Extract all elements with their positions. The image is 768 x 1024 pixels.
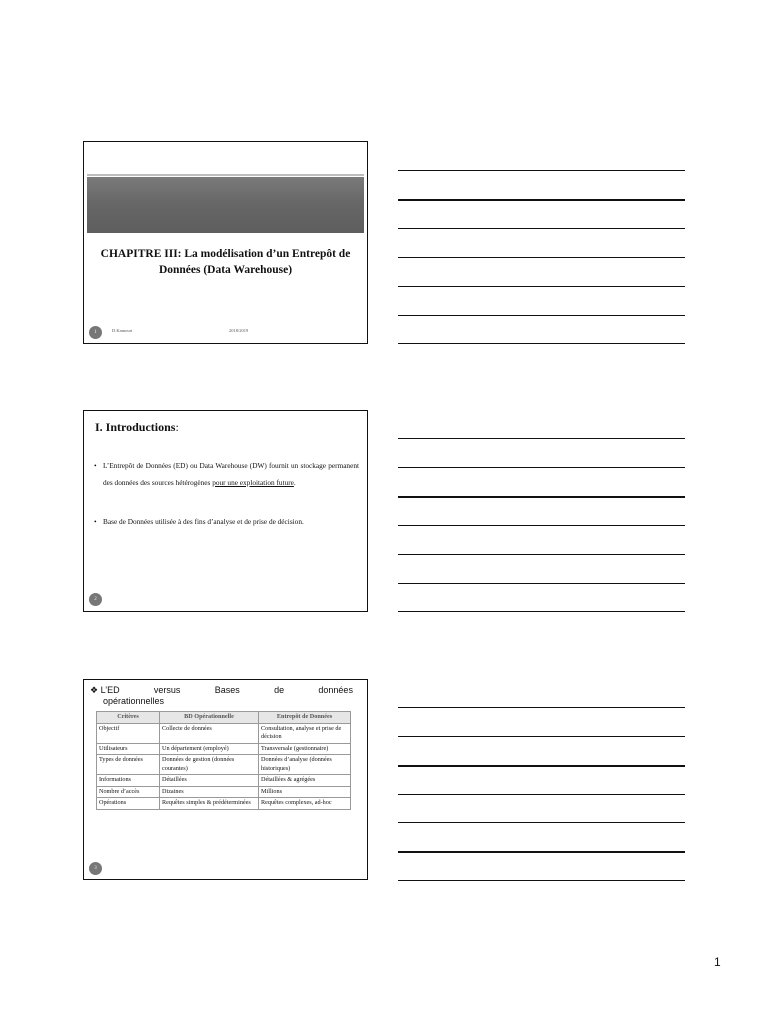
bullet-icon: •: [94, 517, 97, 526]
note-line: [398, 851, 685, 853]
title-band: [87, 177, 364, 233]
heading-word: ❖ L’ED: [90, 685, 120, 695]
slide-1-author: D.Kamouri: [112, 328, 133, 333]
slide-3-heading: [90, 685, 353, 707]
slide-1-year: 2018/2019: [229, 328, 249, 333]
slide-number-badge: 2: [89, 593, 102, 606]
table-row: [97, 798, 351, 810]
table-cell: Détaillées & agrégées: [259, 775, 351, 787]
note-line: [398, 525, 685, 526]
table-row: [97, 755, 351, 775]
slide-1-title: CHAPITRE III: La modélisation d’un Entrepôt de Données (Data Warehouse): [100, 248, 351, 276]
bullet-icon: •: [94, 461, 97, 470]
note-line: [398, 170, 685, 171]
heading-line-2: opérationnelles: [103, 696, 165, 706]
heading-word: versus: [153, 685, 181, 695]
table-row: [97, 723, 351, 743]
slide-number-badge: 3: [89, 862, 102, 875]
heading-word: données: [318, 685, 353, 695]
table-cell: Requêtes simples & prédéterminées: [160, 798, 259, 810]
table-header: Critères: [97, 712, 160, 724]
diamond-bullet-icon: ❖: [90, 685, 99, 695]
table-cell: Un département (employé): [160, 743, 259, 755]
table-cell: Données d’analyse (données historiques): [259, 755, 351, 775]
table-cell: Dizaines: [160, 786, 259, 798]
table-cell: Informations: [97, 775, 160, 787]
note-line: [398, 583, 685, 584]
note-line: [398, 736, 685, 737]
note-line: [398, 228, 685, 229]
note-line: [398, 765, 685, 767]
table-cell: Millions: [259, 786, 351, 798]
table-row: [97, 743, 351, 755]
comparison-table: [96, 711, 351, 810]
heading-colon: :: [175, 420, 179, 434]
heading-word: de: [274, 685, 285, 695]
bullet-text: L’Entrepôt de Données (ED) ou Data Warehouse (DW) fournit un stockage permanent des données des sources hétérogènes: [103, 461, 359, 487]
note-line: [398, 257, 685, 258]
table-cell: Collecte de données: [160, 723, 259, 743]
note-line: [398, 467, 685, 468]
table-cell: Nombre d’accès: [97, 786, 160, 798]
note-line: [398, 794, 685, 795]
bullet-text: Base de Données utilisée à des fins d’analyse et de prise de décision.: [103, 517, 304, 526]
slide-number-badge: 1: [89, 326, 102, 339]
table-cell: Objectif: [97, 723, 160, 743]
bullet-end: .: [293, 478, 296, 487]
table-cell: Détaillées: [160, 775, 259, 787]
table-row: [97, 786, 351, 798]
heading-text: I. Introductions: [95, 420, 176, 434]
note-line: [398, 343, 685, 344]
table-cell: Opérations: [97, 798, 160, 810]
bullet-item: [94, 513, 359, 530]
note-line: [398, 496, 685, 498]
table-cell: Données de gestion (données courantes): [160, 755, 259, 775]
slide-1: [83, 141, 368, 344]
note-line: [398, 707, 685, 708]
page-number: 1: [714, 955, 721, 969]
slide-2: [83, 410, 368, 612]
heading-word: Bases: [214, 685, 240, 695]
bullet-item: [94, 457, 359, 491]
table-header: BD Opérationnelle: [160, 712, 259, 724]
note-line: [398, 315, 685, 316]
note-line: [398, 880, 685, 881]
note-line: [398, 554, 685, 555]
note-line: [398, 822, 685, 823]
table-cell: Requêtes complexes, ad-hoc: [259, 798, 351, 810]
note-line: [398, 199, 685, 201]
table-cell: Types de données: [97, 755, 160, 775]
table-cell: Transversale (gestionnaire): [259, 743, 351, 755]
table-header: Entrepôt de Données: [259, 712, 351, 724]
slide-2-heading: [95, 420, 179, 435]
note-line: [398, 611, 685, 612]
table-row: [97, 775, 351, 787]
table-cell: Consultation, analyse et prise de décision: [259, 723, 351, 743]
slide-3: [83, 679, 368, 880]
table-cell: Utilisateurs: [97, 743, 160, 755]
note-line: [398, 438, 685, 439]
bullet-underlined-text: pour une exploitation future: [212, 478, 294, 487]
title-band-top: [87, 174, 364, 176]
note-line: [398, 286, 685, 287]
